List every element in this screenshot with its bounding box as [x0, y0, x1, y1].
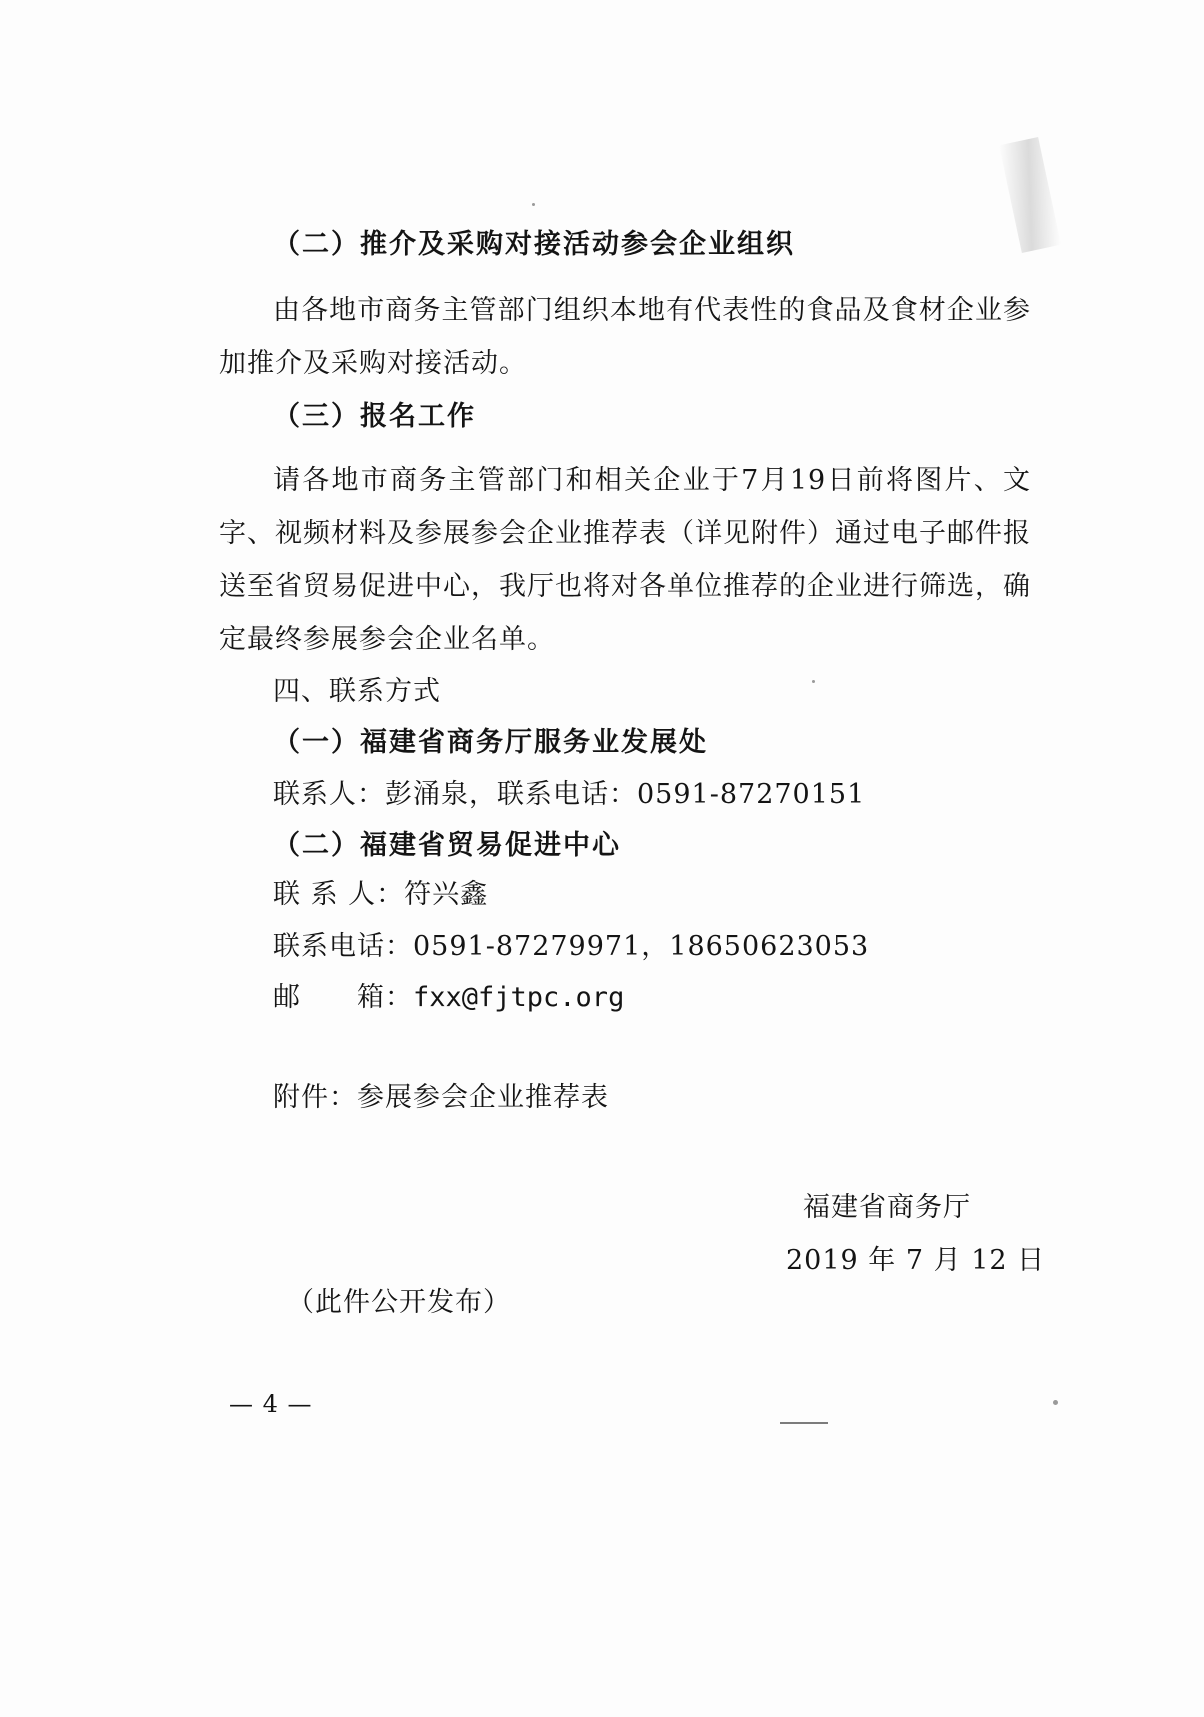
contact-2-heading: （二）福建省贸易促进中心	[273, 830, 621, 861]
scan-speck	[1053, 1400, 1058, 1405]
section-2-heading: （二）推介及采购对接活动参会企业组织	[273, 229, 795, 260]
contact-heading: 四、联系方式	[273, 676, 441, 707]
contact-2-person: 联 系 人：符兴鑫	[273, 879, 489, 910]
page-number: — 4 —	[229, 1390, 313, 1418]
contact-2-phone: 联系电话：0591-87279971，18650623053	[273, 931, 870, 962]
contact-2-email: fxx@fjtpc.org	[413, 982, 625, 1013]
contact-1-heading: （一）福建省商务厅服务业发展处	[273, 727, 708, 758]
issue-date: 2019 年 7 月 12 日	[786, 1245, 1046, 1276]
section-3-body: 请各地市商务主管部门和相关企业于7月19日前将图片、文字、视频材料及参展参会企业推荐表（详见附件）通过电子邮件报送至省贸易促进中心，我厅也将对各单位推荐的企业进行筛选，确定最终参展参会企业名单。	[219, 465, 1031, 655]
section-2-body: 由各地市商务主管部门组织本地有代表性的食品及食材企业参加推介及采购对接活动。	[219, 295, 1031, 379]
scan-shadow-mark	[999, 137, 1061, 253]
scan-speck	[532, 203, 535, 206]
contact-2-email-label: 邮 箱：	[273, 982, 413, 1013]
attachment-line: 附件：参展参会企业推荐表	[273, 1082, 609, 1113]
issuer: 福建省商务厅	[803, 1192, 971, 1223]
scan-speck	[812, 680, 815, 683]
contact-2-email-row	[273, 981, 624, 1015]
section-3-heading: （三）报名工作	[273, 401, 476, 432]
contact-1-line: 联系人：彭涌泉，联系电话：0591-87270151	[273, 779, 866, 810]
publication-note: （此件公开发布）	[287, 1287, 511, 1318]
scan-speck	[780, 1422, 828, 1424]
